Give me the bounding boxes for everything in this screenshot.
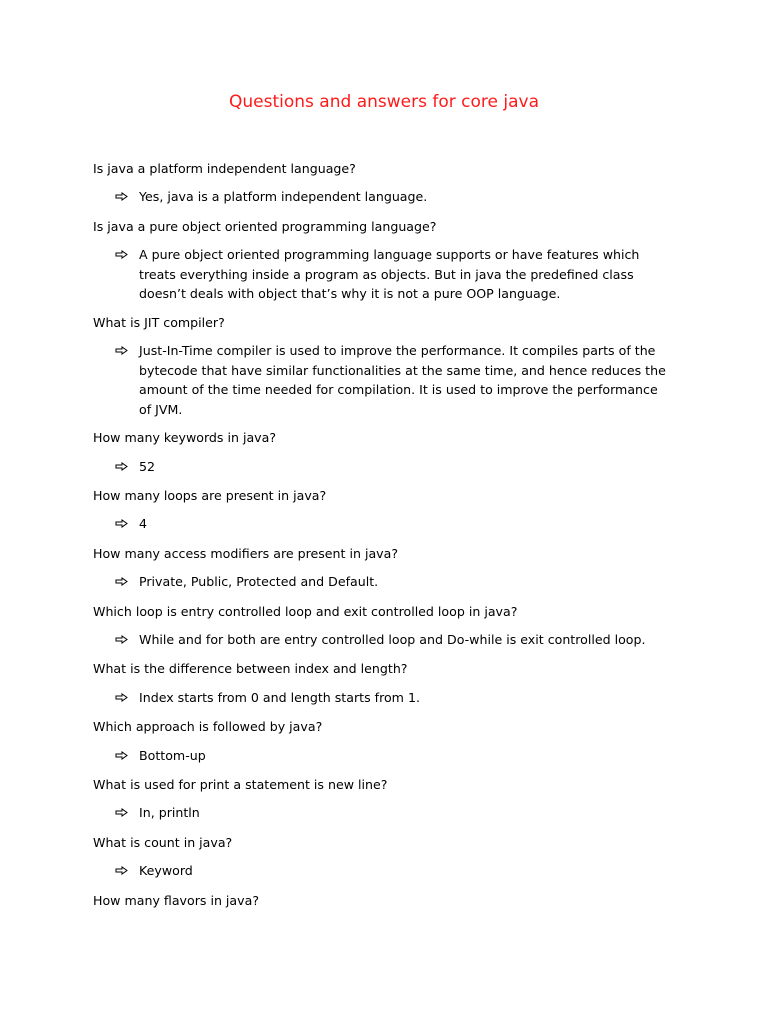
- answer-11-line-1: Keyword: [139, 863, 193, 878]
- outlined-right-arrow-icon: [115, 861, 139, 881]
- answer-1: [115, 187, 675, 207]
- answer-7-line-1: While and for both are entry controlled loop and Do-while is exit controlled loop.: [139, 632, 646, 647]
- answer-3: [115, 341, 675, 419]
- question-2: Is java a pure object oriented programming language?: [93, 219, 437, 234]
- question-7: Which loop is entry controlled loop and exit controlled loop in java?: [93, 604, 518, 619]
- answer-10-line-1: In, println: [139, 805, 200, 820]
- answer-6: [115, 572, 675, 592]
- answer-11: [115, 861, 675, 881]
- answer-9: [115, 746, 675, 766]
- question-8: What is the difference between index and length?: [93, 661, 408, 676]
- answer-8: [115, 688, 675, 708]
- answer-3-line-3: amount of the time needed for compilation. It is used to improve the performance: [139, 382, 658, 397]
- question-1: Is java a platform independent language?: [93, 161, 356, 176]
- question-3: What is JIT compiler?: [93, 315, 225, 330]
- answer-1-line-1: Yes, java is a platform independent language.: [139, 189, 428, 204]
- question-5: How many loops are present in java?: [93, 488, 327, 503]
- question-12: How many flavors in java?: [93, 893, 260, 908]
- outlined-right-arrow-icon: [115, 572, 139, 592]
- question-11: What is count in java?: [93, 835, 233, 850]
- answer-2-line-3: doesn’t deals with object that’s why it is not a pure OOP language.: [139, 286, 561, 301]
- outlined-right-arrow-icon: [115, 457, 139, 477]
- answer-8-line-1: Index starts from 0 and length starts from 1.: [139, 690, 420, 705]
- answer-5-line-1: 4: [139, 516, 148, 531]
- document-title: Questions and answers for core java: [229, 92, 539, 112]
- answer-3-line-1: Just-In-Time compiler is used to improve the performance. It compiles parts of the: [139, 343, 656, 358]
- answer-9-line-1: Bottom-up: [139, 748, 206, 763]
- answer-6-line-1: Private, Public, Protected and Default.: [139, 574, 379, 589]
- question-6: How many access modifiers are present in java?: [93, 546, 399, 561]
- question-4: How many keywords in java?: [93, 430, 277, 445]
- answer-7: [115, 630, 675, 650]
- answer-3-line-4: of JVM.: [139, 401, 183, 417]
- answer-4: [115, 457, 675, 477]
- answer-10: [115, 803, 675, 823]
- outlined-right-arrow-icon: [115, 187, 139, 207]
- answer-3-line-2: bytecode that have similar functionalities at the same time, and hence reduces the: [139, 362, 666, 378]
- outlined-right-arrow-icon: [115, 746, 139, 766]
- outlined-right-arrow-icon: [115, 688, 139, 708]
- answer-4-line-1: 52: [139, 459, 156, 474]
- answer-2-line-1: A pure object oriented programming language supports or have features which: [139, 247, 640, 262]
- question-10: What is used for print a statement is new line?: [93, 777, 388, 792]
- question-9: Which approach is followed by java?: [93, 719, 323, 734]
- answer-2-line-2: treats everything inside a program as objects. But in java the predefined class: [139, 266, 634, 282]
- outlined-right-arrow-icon: [115, 514, 139, 534]
- outlined-right-arrow-icon: [115, 630, 139, 650]
- outlined-right-arrow-icon: [115, 341, 139, 361]
- answer-5: [115, 514, 675, 534]
- answer-2: [115, 245, 675, 304]
- outlined-right-arrow-icon: [115, 803, 139, 823]
- outlined-right-arrow-icon: [115, 245, 139, 265]
